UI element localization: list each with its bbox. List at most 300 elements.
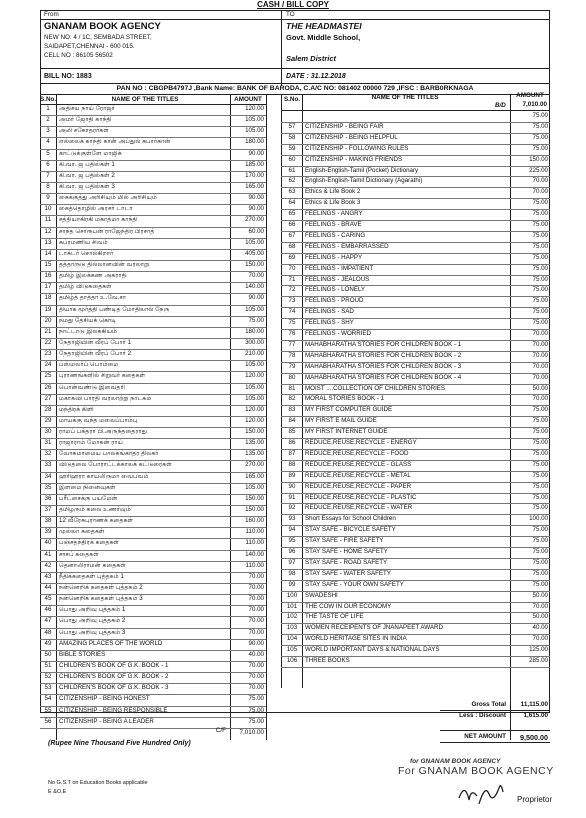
item-amount: 270.00 [245,216,264,224]
item-amount: 75.00 [532,210,548,218]
item-title: கைத்தொழில் அரசர் டாடா [59,205,133,213]
item-title: பஞ்சதந்திரக் கதைகள் [59,539,120,547]
item-serial: 80 [288,373,296,381]
item-serial: 40 [44,539,52,547]
item-amount: 75.00 [532,406,548,414]
recipient-line-3: Salem District [286,54,337,63]
item-title: FEELINGS - EMBARRASSED [305,242,389,250]
item-amount: 105.00 [245,383,264,391]
item-title: இளமை நினைவுகள் [59,483,116,491]
item-title: MORAL STORIES BOOK - 1 [305,395,385,403]
left-col-amount: AMOUNT [234,96,262,103]
header-divider [40,19,550,20]
item-title: பஸ்மலர்ப் பொம்மை [59,361,119,369]
item-title: தியாக மூர்த்தி பண்டித மோதிலால் நேரு [59,305,170,313]
item-title: AMAZING PLACES OF THE WORLD [59,639,163,647]
item-amount: 70.00 [248,584,264,592]
item-title: தமிழரும் கலை உணர்வும் [59,506,131,514]
item-serial: 37 [44,506,52,514]
item-serial: 85 [288,428,296,436]
item-amount: 70.00 [532,188,548,196]
item-title: FEELINGS - JEALOUS [305,275,370,283]
item-amount: 75.00 [532,112,548,119]
item-amount: 165.00 [245,472,264,480]
item-serial: 38 [44,517,52,525]
bill-number: BILL NO: 1883 [44,73,92,80]
item-title: நீதிக்கதைகள் புத்தகம் 1 [59,572,124,580]
item-serial: 1 [46,105,50,112]
item-serial: 13 [44,238,52,246]
item-amount: 50.00 [532,613,548,621]
item-serial: 102 [286,613,298,621]
item-title: பொன்வண்டு இவைதரி [59,383,125,391]
item-title: FEELINGS - IMPATIENT [305,264,374,272]
item-serial: 32 [44,450,52,458]
item-title: STAY SAFE - HOME SAFETY [305,548,388,555]
item-title: சாசப் கதைகள் [59,550,99,558]
item-serial: 95 [288,537,296,545]
item-serial: 30 [44,428,52,436]
item-amount: 75.00 [532,482,548,490]
item-serial: 46 [44,606,52,614]
item-amount: 150.00 [245,260,264,268]
right-col-name: NAME OF THE TITLES [371,94,439,101]
item-amount: 75.00 [248,316,264,324]
stamp-agency-text: For GNANAM BOOK AGENCY [398,765,554,777]
item-serial: 58 [288,133,296,141]
item-amount: 75.00 [532,439,548,446]
item-amount: 90.00 [248,639,264,647]
item-title: REDUCE,REUSE,RECYCLE - ENERGY [305,439,417,446]
item-title: நாட்டாடு இலக்கியம் [59,327,117,335]
item-serial: 88 [288,460,296,468]
item-amount: 405.00 [245,249,264,257]
item-serial: 17 [44,283,52,291]
item-serial: 7 [46,171,50,179]
item-title: புராணங்களில் சிறுவர் கதைகள் [59,372,146,380]
item-title: பரீட்சைக்கு பயமேன் [59,494,118,502]
item-amount: 70.00 [532,362,548,370]
item-amount: 150.00 [245,428,264,436]
item-title: MAHABHARATHA STORIES FOR CHILDREN BOOK - 2 [305,351,462,359]
item-title: FEELINGS - HAPPY [305,253,363,261]
item-amount: 150.00 [529,155,548,163]
item-serial: 87 [288,449,296,457]
item-serial: 101 [286,602,298,610]
item-serial: 16 [44,272,52,280]
item-amount: 75.00 [532,286,548,294]
item-serial: 83 [288,406,296,414]
item-amount: 70.00 [532,373,548,381]
item-serial: 34 [44,472,52,480]
item-title: REDUCE,REUSE,RECYCLE - WATER [305,504,413,512]
item-title: MAHABHARATHA STORIES FOR CHILDREN BOOK - 4 [305,373,462,381]
item-amount: 105.00 [245,394,264,402]
item-amount: 210.00 [245,350,264,358]
item-amount: 70.00 [532,395,548,403]
item-amount: 90.00 [248,149,264,157]
gross-total-value: 11,115.00 [520,701,548,708]
item-serial: 77 [288,340,296,348]
item-amount: 75.00 [532,242,548,250]
item-amount: 105.00 [245,305,264,313]
item-serial: 9 [46,194,50,202]
item-amount: 105.00 [245,361,264,369]
item-title: காட்டுக்குள்ளே மாஜிக் [59,149,122,157]
item-title: டாக்டர் சொல்கிறார் [59,249,114,257]
item-title: MOIST ....COLLECTION OF CHILDREN STORIES [305,384,446,392]
item-title: CITIZENSHIP - BEING HONEST [59,695,150,703]
item-amount: 70.00 [248,617,264,625]
item-serial: 5 [46,149,50,157]
item-title: அதிசய நாய் ரோஜர் [59,105,115,112]
item-title: கைக்குத்து அரிசியும் மில் அரிசியும் [59,194,157,202]
billno-divider [40,68,550,69]
item-title: Ethics & Life Book 3 [305,199,361,207]
item-title: மகாகவி பாரதி வரலாற்று நாடகம் [59,394,152,402]
item-amount: 300.00 [245,338,264,346]
item-amount: 90.00 [248,294,264,302]
item-serial: 67 [288,231,296,239]
item-serial: 90 [288,482,296,490]
item-title: CHILDREN'S BOOK OF G.K. BOOK - 3 [59,684,169,692]
item-title: சுப்ரமணிய சிவம் [59,238,108,246]
agency-name: GNANAM BOOK AGENCY [44,21,161,32]
item-title: WOMEN RECEIPENTS OF JNANAPEET AWARD [305,624,443,632]
item-serial: 52 [44,673,52,681]
recipient-line-1: THE HEADMASTEI [286,21,362,31]
item-serial: 54 [44,695,52,703]
item-title: STAY SAFE - ROAD SAFETY [305,558,388,566]
item-serial: 81 [288,384,296,392]
item-serial: 3 [46,127,50,135]
item-amount: 120.00 [245,105,264,112]
item-amount: 105.00 [245,238,264,246]
right-sno-divider [302,94,303,688]
item-amount: 75.00 [532,297,548,305]
item-amount: 140.00 [245,550,264,558]
item-title: பொது அறிவு புத்தகம் 2 [59,617,126,625]
item-title: BIBLE STORIES [59,650,106,658]
item-serial: 91 [288,493,296,501]
item-title: கி.வா. ஜ பதில்கள் 2 [59,171,115,179]
item-serial: 18 [44,294,52,302]
item-serial: 51 [44,662,52,669]
amount-in-words: (Rupee Nine Thousand Five Hundred Only) [48,740,191,747]
item-amount: 75.00 [532,231,548,239]
item-amount: 70.00 [248,673,264,681]
item-amount: 180.00 [245,327,264,335]
pan-bank-line: PAN NO : CBGPB4797J ,Bank Name: BANK OF BARODA, C.A/C NO: 081402 00000 729 ,IFSC : BARB0RKNAGA [116,85,474,92]
item-title: நேதாஜியின் வீரப் போர் 1 [59,338,132,346]
item-title: WORLD IMPORTANT DAYS & NATIONAL DAYS [305,646,440,654]
item-serial: 50 [44,650,52,658]
item-amount: 120.00 [245,405,264,413]
item-serial: 63 [288,188,296,196]
item-title: பொது அறிவு புத்தகம் 3 [59,628,126,636]
item-amount: 225.00 [529,166,548,174]
right-col-bd: B/D [495,102,506,109]
item-title: வோசுமாமைய பாலகங்காதர திலகர் [59,450,159,458]
item-amount: 110.00 [245,561,264,569]
item-serial: 2 [46,116,50,124]
to-label: TO [286,11,295,18]
item-title: எல்லைக் காந்தி கான் அப்துல் கபார்கான் [59,138,171,146]
item-title: FEELINGS - SHY [305,319,354,327]
item-amount: 75.00 [532,493,548,501]
item-title: MAHABHARATHA STORIES FOR CHILDREN BOOK - 1 [305,340,462,348]
item-amount: 75.00 [532,199,548,207]
item-serial: 73 [288,297,296,305]
item-serial: 89 [288,471,296,479]
item-title: தமிழ்த் தாத்தா உ.வே.சா [59,294,127,302]
item-amount: 70.00 [532,340,548,348]
item-title: தெனாலிராமன் கதைகள் [59,561,126,569]
item-serial: 35 [44,483,52,491]
agency-address-2: SAIDAPET,CHENNAI - 600 015. [44,43,135,50]
item-serial: 4 [46,138,50,146]
item-title: தமிழ் விடுகதைகள் [59,283,112,291]
item-amount: 40.00 [248,650,264,658]
item-title: FEELINGS - CARING [305,231,366,239]
item-serial: 31 [44,439,52,447]
item-title: ராஜாராம் மோகன் ராய் [59,439,123,447]
discount-value: 1,615.00 [523,712,548,719]
item-serial: 57 [288,122,296,130]
item-serial: 12 [44,227,52,235]
item-serial [282,111,302,120]
gross-total-label: Gross Total [471,701,506,708]
item-title: CITIZENSHIP - BEING FAIR [305,122,384,130]
agency-address-1: NEW NO: 4 / 1C, SEMBADA STREET, [44,34,152,41]
item-title: சாந்த சொரூபன் ராஜேந்திர பிரசாத் [59,227,155,235]
item-title: Short Essays for School Children [305,515,396,523]
item-amount: 70.00 [532,602,548,610]
item-serial: 82 [288,395,296,403]
item-title: நமது தேசியக் கொடி [59,316,117,324]
item-serial: 100 [286,591,298,599]
left-amount-divider [266,94,267,740]
item-amount: 140.00 [245,283,264,291]
item-title: CITIZENSHIP - BEING A LEADER [59,717,154,725]
item-serial: 11 [44,216,52,224]
item-title: STAY SAFE - FIRE SAFETY [305,537,384,545]
item-serial: 8 [46,182,50,190]
item-title: MY FIRST COMPUTER GUIDE [305,406,393,414]
item-amount: 70.00 [532,351,548,359]
item-amount: 125.00 [529,646,548,654]
item-serial: 23 [44,350,52,358]
item-amount: 75.00 [532,548,548,555]
item-title: REDUCE,REUSE,RECYCLE - FOOD [305,449,409,457]
item-title: தமிழ் இலக்கண அகராதி [59,272,127,280]
item-amount: 120.00 [245,416,264,424]
item-serial: 74 [288,308,296,316]
item-amount: 285.00 [529,657,548,664]
net-amount-value: 9,500.00 [520,733,548,742]
item-serial: 29 [44,416,52,424]
item-title: CITIZENSHIP - FOLLOWING RULES [305,144,409,152]
item-serial: 106 [286,657,298,664]
item-serial: 41 [44,550,52,558]
item-amount: 160.00 [245,517,264,525]
item-serial: 55 [44,706,52,714]
item-serial: 70 [288,264,296,272]
item-serial: 26 [44,383,52,391]
item-serial: 94 [288,526,296,534]
item-amount: 70.00 [532,177,548,185]
item-amount: 270.00 [245,461,264,469]
item-serial: 92 [288,504,296,512]
item-title: நன்னெறிக் கதைகள் புத்தகம் 2 [59,584,143,592]
discount-label: Less : Discount [459,712,506,719]
item-amount: 75.00 [532,471,548,479]
item-serial: 65 [288,210,296,218]
item-amount: 75.00 [532,417,548,425]
item-serial: 66 [288,221,296,228]
item-amount: 110.00 [245,528,264,536]
signature-icon [455,778,525,808]
item-amount: 75.00 [532,558,548,566]
item-amount: 75.00 [248,706,264,714]
cf-amount: 7,010.00 [239,729,264,736]
item-amount: 75.00 [532,253,548,261]
header-vertical-divider [281,10,282,86]
item-serial: 43 [44,572,52,580]
item-serial: 47 [44,617,52,625]
item-serial: 53 [44,684,52,692]
item-amount: 100.00 [529,515,548,523]
item-amount: 70.00 [248,662,264,669]
recipient-line-2: Govt. Middle School, [286,33,361,42]
item-serial: 56 [44,717,52,725]
item-amount: 105.00 [245,116,264,124]
item-title: CITIZENSHIP - BEING HELPFUL [305,133,398,141]
item-amount: 180.00 [245,138,264,146]
item-amount: 70.00 [532,330,548,337]
stamp-small-text: for GNANAM BOOK AGENCY [410,758,501,765]
item-amount: 110.00 [245,539,264,547]
item-title: FEELINGS - PROUD [305,297,364,305]
item-serial: 69 [288,253,296,261]
item-serial: 33 [44,461,52,469]
item-serial: 39 [44,528,52,536]
item-serial: 78 [288,351,296,359]
item-title: கி.வா. ஜ பதில்கள் 1 [59,160,115,168]
item-amount: 75.00 [532,504,548,512]
item-title: SWADESHI [305,591,338,599]
item-amount: 75.00 [532,319,548,327]
agency-cell: CELL NO : 86105 56502 [44,52,113,59]
item-title: STAY SAFE - YOUR OWN SAFETY [305,580,404,588]
item-amount: 90.00 [248,205,264,213]
item-title: FEELINGS - LONELY [305,286,366,294]
item-amount: 75.00 [532,460,548,468]
item-title: மந்திரக் கிளி [59,405,94,413]
item-title: MAHABHARATHA STORIES FOR CHILDREN BOOK - 3 [305,362,462,370]
item-serial: 19 [44,305,52,313]
item-amount: 75.00 [248,717,264,725]
item-title: CITIZENSHIP - BEING RESPONSIBLE [59,706,168,714]
item-serial: 72 [288,286,296,294]
item-amount: 75.00 [532,526,548,534]
item-title: WORLD HERITAGE SITES IN INDIA [305,635,407,643]
item-serial: 27 [44,394,52,402]
item-serial: 99 [288,580,296,588]
item-amount: 105.00 [245,483,264,491]
item-amount: 50.00 [532,591,548,599]
item-amount: 75.00 [532,275,548,283]
item-title: நேதாஜியின் வீரப் போர் 2 [59,350,132,358]
item-serial: 60 [288,155,296,163]
item-serial: 86 [288,439,296,446]
item-amount: 60.00 [248,227,264,235]
item-title: நன்னெறிக் கதைகள் புத்தகம் 3 [59,595,143,603]
item-serial: 75 [288,319,296,327]
eoe-note: E &O.E [48,789,67,795]
item-serial: 103 [286,624,298,632]
item-serial: 98 [288,569,296,577]
item-serial: 6 [46,160,50,168]
item-amount: 135.00 [245,439,264,447]
item-title: FEELINGS - SAD [305,308,354,316]
item-serial: 10 [44,205,52,213]
item-amount: 70.00 [248,606,264,614]
item-serial: 93 [288,515,296,523]
item-amount: 50.00 [532,384,548,392]
row-divider [281,667,550,668]
item-serial: 62 [288,177,296,185]
item-serial: 59 [288,144,296,152]
item-amount: 75.00 [532,122,548,130]
net-divider-bottom [440,742,550,743]
item-title: STAY SAFE - BICYCLE SAFETY [305,526,396,534]
item-amount: 70.00 [248,628,264,636]
item-amount: 70.00 [248,572,264,580]
item-amount: 185.00 [245,160,264,168]
item-serial: 71 [288,275,296,283]
item-amount: 75.00 [532,308,548,316]
item-title: REDUCE,REUSE,RECYCLE - PAPER [305,482,412,490]
item-title: REDUCE,REUSE,RECYCLE - GLASS [305,460,412,468]
item-title: FEELINGS - BRAVE [305,221,362,228]
item-amount: 75.00 [248,695,264,703]
item-title: Ethics & Life Book 2 [305,188,361,196]
item-title: CHILDREN'S BOOK OF G.K. BOOK - 1 [59,662,169,669]
item-title: தத்தாருடு தில்லானவின் வரலாறு [59,260,150,268]
item-title: CHILDREN'S BOOK OF G.K. BOOK - 2 [59,673,169,681]
item-amount: 75.00 [532,449,548,457]
item-title: English-English-Tamil (Pocket) Dictionary [305,166,419,174]
item-serial: 68 [288,242,296,250]
net-divider-top [440,730,550,731]
item-amount: 135.00 [245,450,264,458]
item-amount: 75.00 [532,428,548,436]
gst-note: No G.S.T on Education Books applicable [48,780,148,786]
item-amount: 70.00 [248,272,264,280]
item-amount: 75.00 [532,264,548,272]
item-serial: 61 [288,166,296,174]
item-serial: 20 [44,316,52,324]
item-title: ராமப் பக்தரா பி.அருந்ததைராது [59,428,148,436]
item-amount: 170.00 [245,171,264,179]
gross-divider [440,710,550,711]
bd-amount: 7,010.00 [522,101,547,108]
item-serial: 79 [288,362,296,370]
item-amount: 40.00 [532,624,548,632]
item-title: சத்தியாகிரகி மகாத்மா காந்தி [59,216,138,224]
document-title: CASH / BILL COPY [257,0,329,9]
